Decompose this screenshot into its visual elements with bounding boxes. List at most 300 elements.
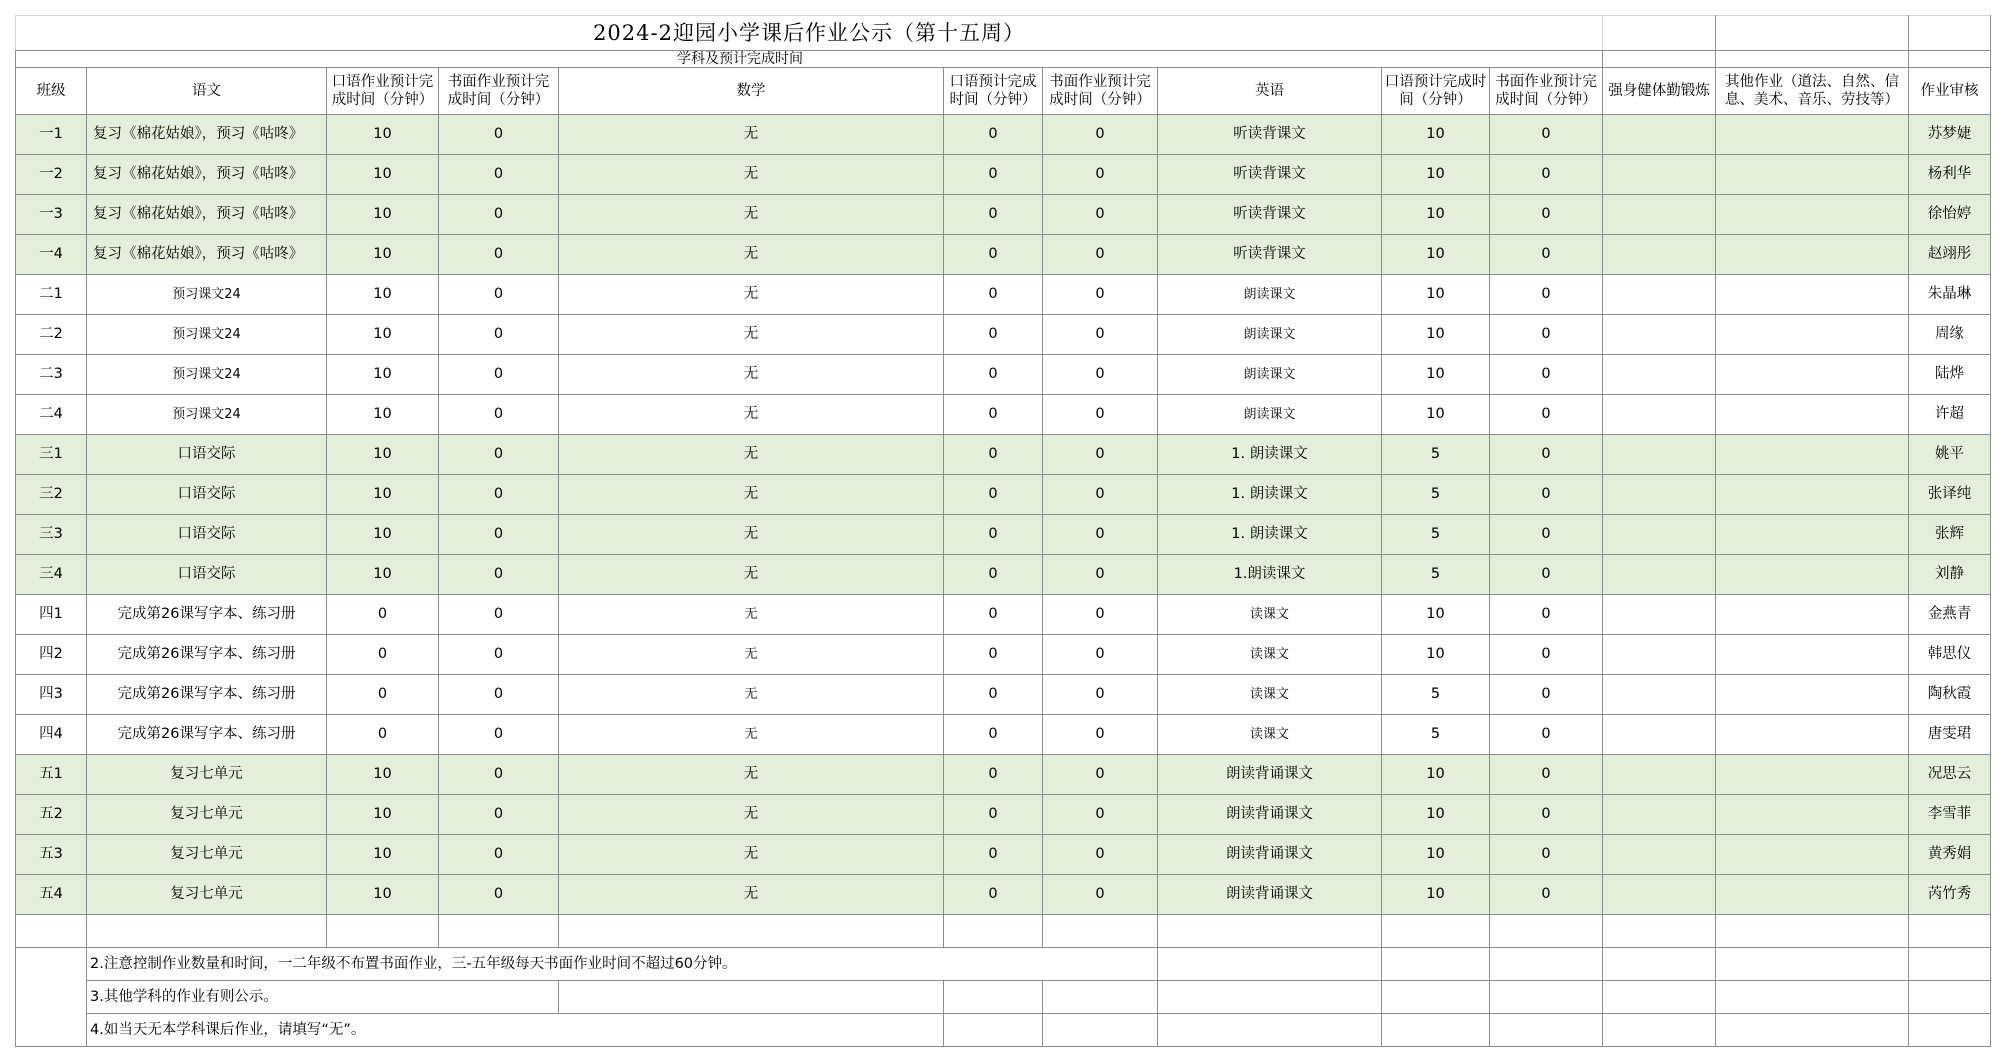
empty-cell[interactable] <box>1909 981 1991 1014</box>
other-cell[interactable] <box>1716 835 1909 875</box>
chinese-written-cell[interactable]: 0 <box>439 315 559 355</box>
english-oral-cell[interactable]: 10 <box>1382 355 1490 395</box>
english-written-cell[interactable]: 0 <box>1490 595 1603 635</box>
english-oral-cell[interactable]: 5 <box>1382 435 1490 475</box>
math-cell[interactable]: 无 <box>559 395 944 435</box>
reviewer-cell[interactable]: 陆烨 <box>1909 355 1991 395</box>
math-oral-cell[interactable]: 0 <box>944 355 1043 395</box>
english-written-cell[interactable]: 0 <box>1490 795 1603 835</box>
chinese-oral-cell[interactable]: 10 <box>327 155 439 195</box>
class-cell[interactable]: 五1 <box>16 755 87 795</box>
english-oral-cell[interactable]: 10 <box>1382 875 1490 915</box>
fitness-cell[interactable] <box>1603 155 1716 195</box>
chinese-written-cell[interactable]: 0 <box>439 475 559 515</box>
chinese-written-cell[interactable]: 0 <box>439 115 559 155</box>
english-oral-cell[interactable]: 10 <box>1382 595 1490 635</box>
fitness-cell[interactable] <box>1603 395 1716 435</box>
reviewer-cell[interactable]: 唐雯珺 <box>1909 715 1991 755</box>
empty-cell[interactable] <box>1382 1014 1490 1047</box>
english-cell[interactable]: 朗读课文 <box>1158 275 1382 315</box>
chinese-oral-cell[interactable]: 10 <box>327 315 439 355</box>
empty-cell[interactable] <box>1043 1014 1158 1047</box>
fitness-cell[interactable] <box>1603 755 1716 795</box>
empty-cell[interactable] <box>1716 948 1909 981</box>
reviewer-cell[interactable]: 况思云 <box>1909 755 1991 795</box>
english-oral-cell[interactable]: 10 <box>1382 195 1490 235</box>
chinese-cell[interactable]: 预习课文24 <box>87 355 327 395</box>
math-written-cell[interactable]: 0 <box>1043 435 1158 475</box>
empty-cell[interactable] <box>1490 948 1603 981</box>
chinese-oral-cell[interactable]: 10 <box>327 755 439 795</box>
english-oral-cell[interactable]: 10 <box>1382 635 1490 675</box>
math-written-cell[interactable]: 0 <box>1043 635 1158 675</box>
math-written-cell[interactable]: 0 <box>1043 475 1158 515</box>
other-cell[interactable] <box>1716 475 1909 515</box>
other-cell[interactable] <box>1716 515 1909 555</box>
chinese-oral-cell[interactable]: 10 <box>327 835 439 875</box>
other-cell[interactable] <box>1716 155 1909 195</box>
math-written-cell[interactable]: 0 <box>1043 675 1158 715</box>
empty-cell[interactable] <box>1603 981 1716 1014</box>
english-oral-cell[interactable]: 5 <box>1382 715 1490 755</box>
math-cell[interactable]: 无 <box>559 635 944 675</box>
math-written-cell[interactable]: 0 <box>1043 235 1158 275</box>
math-written-cell[interactable]: 0 <box>1043 515 1158 555</box>
english-cell[interactable]: 读课文 <box>1158 635 1382 675</box>
math-cell[interactable]: 无 <box>559 235 944 275</box>
english-cell[interactable]: 1.朗读课文 <box>1158 555 1382 595</box>
other-cell[interactable] <box>1716 635 1909 675</box>
other-cell[interactable] <box>1716 755 1909 795</box>
fitness-cell[interactable] <box>1603 435 1716 475</box>
math-cell[interactable]: 无 <box>559 155 944 195</box>
fitness-cell[interactable] <box>1603 195 1716 235</box>
math-oral-cell[interactable]: 0 <box>944 635 1043 675</box>
empty-cell[interactable] <box>944 981 1043 1014</box>
fitness-cell[interactable] <box>1603 275 1716 315</box>
math-oral-cell[interactable]: 0 <box>944 675 1043 715</box>
chinese-oral-cell[interactable]: 10 <box>327 275 439 315</box>
class-cell[interactable]: 三2 <box>16 475 87 515</box>
english-cell[interactable]: 听读背课文 <box>1158 115 1382 155</box>
reviewer-cell[interactable]: 金燕青 <box>1909 595 1991 635</box>
chinese-written-cell[interactable]: 0 <box>439 675 559 715</box>
math-oral-cell[interactable]: 0 <box>944 435 1043 475</box>
math-written-cell[interactable]: 0 <box>1043 115 1158 155</box>
math-cell[interactable]: 无 <box>559 275 944 315</box>
fitness-cell[interactable] <box>1603 715 1716 755</box>
math-cell[interactable]: 无 <box>559 315 944 355</box>
math-cell[interactable]: 无 <box>559 475 944 515</box>
chinese-written-cell[interactable]: 0 <box>439 715 559 755</box>
english-cell[interactable]: 1. 朗读课文 <box>1158 515 1382 555</box>
fitness-cell[interactable] <box>1603 875 1716 915</box>
spreadsheet <box>15 15 1991 1047</box>
english-written-cell[interactable]: 0 <box>1490 515 1603 555</box>
header-english-written: 书面作业预计完成时间（分钟） <box>1490 68 1603 115</box>
math-oral-cell[interactable]: 0 <box>944 275 1043 315</box>
english-written-cell[interactable]: 0 <box>1490 395 1603 435</box>
empty-cell[interactable] <box>1603 1014 1716 1047</box>
chinese-oral-cell[interactable]: 0 <box>327 715 439 755</box>
math-cell[interactable]: 无 <box>559 835 944 875</box>
class-cell[interactable]: 四2 <box>16 635 87 675</box>
english-oral-cell[interactable]: 10 <box>1382 835 1490 875</box>
chinese-oral-cell[interactable]: 10 <box>327 475 439 515</box>
chinese-cell[interactable]: 复习七单元 <box>87 835 327 875</box>
class-cell[interactable]: 五4 <box>16 875 87 915</box>
english-written-cell[interactable]: 0 <box>1490 635 1603 675</box>
math-oral-cell[interactable]: 0 <box>944 555 1043 595</box>
english-cell[interactable]: 朗读背诵课文 <box>1158 835 1382 875</box>
empty-cell[interactable] <box>1382 915 1490 948</box>
math-cell[interactable]: 无 <box>559 355 944 395</box>
chinese-oral-cell[interactable]: 10 <box>327 355 439 395</box>
math-written-cell[interactable]: 0 <box>1043 715 1158 755</box>
english-oral-cell[interactable]: 10 <box>1382 235 1490 275</box>
chinese-oral-cell[interactable]: 10 <box>327 515 439 555</box>
english-cell[interactable]: 朗读课文 <box>1158 355 1382 395</box>
chinese-cell[interactable]: 复习《棉花姑娘》，预习《咕咚》 <box>87 155 327 195</box>
english-cell[interactable]: 读课文 <box>1158 715 1382 755</box>
english-oral-cell[interactable]: 10 <box>1382 275 1490 315</box>
math-oral-cell[interactable]: 0 <box>944 115 1043 155</box>
chinese-written-cell[interactable]: 0 <box>439 515 559 555</box>
reviewer-cell[interactable]: 芮竹秀 <box>1909 875 1991 915</box>
math-cell[interactable]: 无 <box>559 675 944 715</box>
english-written-cell[interactable]: 0 <box>1490 835 1603 875</box>
math-cell[interactable]: 无 <box>559 715 944 755</box>
english-cell[interactable]: 听读背课文 <box>1158 235 1382 275</box>
chinese-cell[interactable]: 预习课文24 <box>87 395 327 435</box>
fitness-cell[interactable] <box>1603 315 1716 355</box>
class-cell[interactable]: 一1 <box>16 115 87 155</box>
empty-cell[interactable] <box>87 915 327 948</box>
math-cell[interactable]: 无 <box>559 795 944 835</box>
empty-cell[interactable] <box>1158 948 1382 981</box>
math-oral-cell[interactable]: 0 <box>944 395 1043 435</box>
english-oral-cell[interactable]: 5 <box>1382 515 1490 555</box>
chinese-cell[interactable]: 复习七单元 <box>87 875 327 915</box>
chinese-written-cell[interactable]: 0 <box>439 595 559 635</box>
class-cell[interactable]: 二1 <box>16 275 87 315</box>
fitness-cell[interactable] <box>1603 515 1716 555</box>
english-oral-cell[interactable]: 5 <box>1382 475 1490 515</box>
reviewer-cell[interactable]: 姚平 <box>1909 435 1991 475</box>
reviewer-cell[interactable]: 刘静 <box>1909 555 1991 595</box>
english-written-cell[interactable]: 0 <box>1490 115 1603 155</box>
chinese-written-cell[interactable]: 0 <box>439 755 559 795</box>
english-cell[interactable]: 听读背课文 <box>1158 195 1382 235</box>
reviewer-cell[interactable]: 张译纯 <box>1909 475 1991 515</box>
chinese-oral-cell[interactable]: 10 <box>327 195 439 235</box>
empty-cell[interactable] <box>1158 915 1382 948</box>
empty-cell[interactable] <box>439 915 559 948</box>
reviewer-cell[interactable]: 徐怡婷 <box>1909 195 1991 235</box>
fitness-cell[interactable] <box>1603 475 1716 515</box>
math-written-cell[interactable]: 0 <box>1043 355 1158 395</box>
class-cell[interactable]: 三3 <box>16 515 87 555</box>
chinese-cell[interactable]: 复习七单元 <box>87 755 327 795</box>
empty-cell[interactable] <box>1490 1014 1603 1047</box>
english-oral-cell[interactable]: 10 <box>1382 395 1490 435</box>
chinese-written-cell[interactable]: 0 <box>439 155 559 195</box>
math-written-cell[interactable]: 0 <box>1043 315 1158 355</box>
math-cell[interactable]: 无 <box>559 595 944 635</box>
math-cell[interactable]: 无 <box>559 875 944 915</box>
table-row <box>16 675 1991 715</box>
other-cell[interactable] <box>1716 435 1909 475</box>
chinese-cell[interactable]: 完成第26课写字本、练习册 <box>87 715 327 755</box>
english-written-cell[interactable]: 0 <box>1490 875 1603 915</box>
math-written-cell[interactable]: 0 <box>1043 275 1158 315</box>
reviewer-cell[interactable]: 朱晶琳 <box>1909 275 1991 315</box>
empty-cell[interactable] <box>1909 948 1991 981</box>
other-cell[interactable] <box>1716 715 1909 755</box>
math-written-cell[interactable]: 0 <box>1043 395 1158 435</box>
chinese-oral-cell[interactable]: 10 <box>327 875 439 915</box>
other-cell[interactable] <box>1716 115 1909 155</box>
chinese-written-cell[interactable]: 0 <box>439 435 559 475</box>
empty-cell[interactable] <box>1043 915 1158 948</box>
math-oral-cell[interactable]: 0 <box>944 595 1043 635</box>
other-cell[interactable] <box>1716 595 1909 635</box>
chinese-oral-cell[interactable]: 10 <box>327 435 439 475</box>
empty-cell[interactable] <box>1382 981 1490 1014</box>
class-cell[interactable]: 三4 <box>16 555 87 595</box>
english-cell[interactable]: 朗读课文 <box>1158 315 1382 355</box>
other-cell[interactable] <box>1716 275 1909 315</box>
reviewer-cell[interactable]: 苏梦婕 <box>1909 115 1991 155</box>
math-oral-cell[interactable]: 0 <box>944 515 1043 555</box>
english-written-cell[interactable]: 0 <box>1490 675 1603 715</box>
english-cell[interactable]: 朗读背诵课文 <box>1158 795 1382 835</box>
english-cell[interactable]: 朗读背诵课文 <box>1158 875 1382 915</box>
empty-cell[interactable] <box>1909 1014 1991 1047</box>
reviewer-cell[interactable]: 李雪菲 <box>1909 795 1991 835</box>
english-written-cell[interactable]: 0 <box>1490 235 1603 275</box>
empty-cell[interactable] <box>1490 981 1603 1014</box>
fitness-cell[interactable] <box>1603 835 1716 875</box>
english-cell[interactable]: 听读背课文 <box>1158 155 1382 195</box>
chinese-cell[interactable]: 完成第26课写字本、练习册 <box>87 675 327 715</box>
math-written-cell[interactable]: 0 <box>1043 195 1158 235</box>
chinese-written-cell[interactable]: 0 <box>439 795 559 835</box>
reviewer-cell[interactable]: 陶秋霞 <box>1909 675 1991 715</box>
english-oral-cell[interactable]: 10 <box>1382 315 1490 355</box>
fitness-cell[interactable] <box>1603 235 1716 275</box>
english-oral-cell[interactable]: 10 <box>1382 755 1490 795</box>
reviewer-cell[interactable]: 许超 <box>1909 395 1991 435</box>
empty-cell[interactable] <box>1158 1014 1382 1047</box>
class-cell[interactable]: 四1 <box>16 595 87 635</box>
fitness-cell[interactable] <box>1603 555 1716 595</box>
chinese-cell[interactable]: 完成第26课写字本、练习册 <box>87 635 327 675</box>
math-cell[interactable]: 无 <box>559 115 944 155</box>
class-cell[interactable]: 四4 <box>16 715 87 755</box>
class-cell[interactable]: 二3 <box>16 355 87 395</box>
english-written-cell[interactable]: 0 <box>1490 315 1603 355</box>
chinese-oral-cell[interactable]: 10 <box>327 795 439 835</box>
reviewer-cell[interactable]: 韩思仪 <box>1909 635 1991 675</box>
other-cell[interactable] <box>1716 395 1909 435</box>
empty-cell[interactable] <box>1716 1014 1909 1047</box>
chinese-cell[interactable]: 口语交际 <box>87 515 327 555</box>
empty-cell[interactable] <box>1716 981 1909 1014</box>
english-written-cell[interactable]: 0 <box>1490 755 1603 795</box>
empty-cell[interactable] <box>1716 915 1909 948</box>
english-oral-cell[interactable]: 10 <box>1382 155 1490 195</box>
english-cell[interactable]: 读课文 <box>1158 675 1382 715</box>
english-written-cell[interactable]: 0 <box>1490 475 1603 515</box>
class-cell[interactable]: 五2 <box>16 795 87 835</box>
english-cell[interactable]: 朗读课文 <box>1158 395 1382 435</box>
chinese-oral-cell[interactable]: 0 <box>327 595 439 635</box>
english-written-cell[interactable]: 0 <box>1490 435 1603 475</box>
empty-cell[interactable] <box>1603 948 1716 981</box>
english-oral-cell[interactable]: 5 <box>1382 555 1490 595</box>
chinese-written-cell[interactable]: 0 <box>439 235 559 275</box>
chinese-cell[interactable]: 复习七单元 <box>87 795 327 835</box>
class-cell[interactable]: 三1 <box>16 435 87 475</box>
english-cell[interactable]: 读课文 <box>1158 595 1382 635</box>
math-cell[interactable]: 无 <box>559 555 944 595</box>
math-oral-cell[interactable]: 0 <box>944 875 1043 915</box>
class-cell[interactable]: 五3 <box>16 835 87 875</box>
chinese-oral-cell[interactable]: 10 <box>327 555 439 595</box>
fitness-cell[interactable] <box>1603 675 1716 715</box>
chinese-cell[interactable]: 口语交际 <box>87 435 327 475</box>
math-oral-cell[interactable]: 0 <box>944 715 1043 755</box>
reviewer-cell[interactable]: 周缘 <box>1909 315 1991 355</box>
math-written-cell[interactable]: 0 <box>1043 755 1158 795</box>
chinese-cell[interactable]: 复习《棉花姑娘》，预习《咕咚》 <box>87 115 327 155</box>
class-cell[interactable]: 一2 <box>16 155 87 195</box>
fitness-cell[interactable] <box>1603 635 1716 675</box>
math-written-cell[interactable]: 0 <box>1043 875 1158 915</box>
empty-cell[interactable] <box>1043 981 1158 1014</box>
empty-cell[interactable] <box>16 915 87 948</box>
empty-cell[interactable] <box>944 915 1043 948</box>
math-cell[interactable]: 无 <box>559 755 944 795</box>
fitness-cell[interactable] <box>1603 595 1716 635</box>
class-cell[interactable]: 四3 <box>16 675 87 715</box>
fitness-cell[interactable] <box>1603 355 1716 395</box>
chinese-written-cell[interactable]: 0 <box>439 275 559 315</box>
english-written-cell[interactable]: 0 <box>1490 155 1603 195</box>
english-written-cell[interactable]: 0 <box>1490 355 1603 395</box>
empty-cell[interactable] <box>1382 948 1490 981</box>
other-cell[interactable] <box>1716 315 1909 355</box>
english-written-cell[interactable]: 0 <box>1490 195 1603 235</box>
chinese-cell[interactable]: 完成第26课写字本、练习册 <box>87 595 327 635</box>
chinese-written-cell[interactable]: 0 <box>439 355 559 395</box>
english-cell[interactable]: 朗读背诵课文 <box>1158 755 1382 795</box>
chinese-cell[interactable]: 口语交际 <box>87 555 327 595</box>
math-written-cell[interactable]: 0 <box>1043 155 1158 195</box>
chinese-oral-cell[interactable]: 0 <box>327 635 439 675</box>
chinese-oral-cell[interactable]: 10 <box>327 235 439 275</box>
math-oral-cell[interactable]: 0 <box>944 795 1043 835</box>
empty-cell[interactable] <box>559 915 944 948</box>
empty-cell[interactable] <box>944 1014 1043 1047</box>
chinese-written-cell[interactable]: 0 <box>439 875 559 915</box>
empty-cell[interactable] <box>559 981 944 1014</box>
notes-margin-cell <box>16 948 87 1047</box>
math-written-cell[interactable]: 0 <box>1043 555 1158 595</box>
math-oral-cell[interactable]: 0 <box>944 755 1043 795</box>
math-oral-cell[interactable]: 0 <box>944 315 1043 355</box>
math-written-cell[interactable]: 0 <box>1043 595 1158 635</box>
english-cell[interactable]: 1. 朗读课文 <box>1158 475 1382 515</box>
reviewer-cell[interactable]: 黄秀娟 <box>1909 835 1991 875</box>
chinese-oral-cell[interactable]: 0 <box>327 675 439 715</box>
reviewer-cell[interactable]: 杨利华 <box>1909 155 1991 195</box>
english-oral-cell[interactable]: 10 <box>1382 115 1490 155</box>
other-cell[interactable] <box>1716 235 1909 275</box>
math-oral-cell[interactable]: 0 <box>944 195 1043 235</box>
empty-cell[interactable] <box>1603 915 1716 948</box>
english-written-cell[interactable]: 0 <box>1490 715 1603 755</box>
other-cell[interactable] <box>1716 795 1909 835</box>
chinese-written-cell[interactable]: 0 <box>439 555 559 595</box>
english-written-cell[interactable]: 0 <box>1490 555 1603 595</box>
chinese-written-cell[interactable]: 0 <box>439 835 559 875</box>
reviewer-cell[interactable]: 张辉 <box>1909 515 1991 555</box>
math-written-cell[interactable]: 0 <box>1043 795 1158 835</box>
chinese-written-cell[interactable]: 0 <box>439 395 559 435</box>
other-cell[interactable] <box>1716 195 1909 235</box>
empty-cell[interactable] <box>1158 981 1382 1014</box>
chinese-cell[interactable]: 预习课文24 <box>87 315 327 355</box>
math-cell[interactable]: 无 <box>559 435 944 475</box>
chinese-cell[interactable]: 复习《棉花姑娘》，预习《咕咚》 <box>87 195 327 235</box>
empty-cell[interactable] <box>327 915 439 948</box>
math-cell[interactable]: 无 <box>559 195 944 235</box>
reviewer-cell[interactable]: 赵翊彤 <box>1909 235 1991 275</box>
other-cell[interactable] <box>1716 675 1909 715</box>
empty-cell[interactable] <box>1490 915 1603 948</box>
chinese-cell[interactable]: 复习《棉花姑娘》，预习《咕咚》 <box>87 235 327 275</box>
other-cell[interactable] <box>1716 355 1909 395</box>
english-oral-cell[interactable]: 5 <box>1382 675 1490 715</box>
other-cell[interactable] <box>1716 875 1909 915</box>
math-cell[interactable]: 无 <box>559 515 944 555</box>
chinese-cell[interactable]: 预习课文24 <box>87 275 327 315</box>
chinese-cell[interactable]: 口语交际 <box>87 475 327 515</box>
fitness-cell[interactable] <box>1603 795 1716 835</box>
english-written-cell[interactable]: 0 <box>1490 275 1603 315</box>
other-cell[interactable] <box>1716 555 1909 595</box>
chinese-oral-cell[interactable]: 10 <box>327 115 439 155</box>
math-written-cell[interactable]: 0 <box>1043 835 1158 875</box>
english-cell[interactable]: 1. 朗读课文 <box>1158 435 1382 475</box>
empty-cell[interactable] <box>1909 915 1991 948</box>
chinese-oral-cell[interactable]: 10 <box>327 395 439 435</box>
math-oral-cell[interactable]: 0 <box>944 475 1043 515</box>
english-oral-cell[interactable]: 10 <box>1382 795 1490 835</box>
class-cell[interactable]: 二2 <box>16 315 87 355</box>
math-oral-cell[interactable]: 0 <box>944 835 1043 875</box>
chinese-written-cell[interactable]: 0 <box>439 195 559 235</box>
fitness-cell[interactable] <box>1603 115 1716 155</box>
chinese-written-cell[interactable]: 0 <box>439 635 559 675</box>
class-cell[interactable]: 一3 <box>16 195 87 235</box>
math-oral-cell[interactable]: 0 <box>944 235 1043 275</box>
class-cell[interactable]: 二4 <box>16 395 87 435</box>
class-cell[interactable]: 一4 <box>16 235 87 275</box>
math-oral-cell[interactable]: 0 <box>944 155 1043 195</box>
